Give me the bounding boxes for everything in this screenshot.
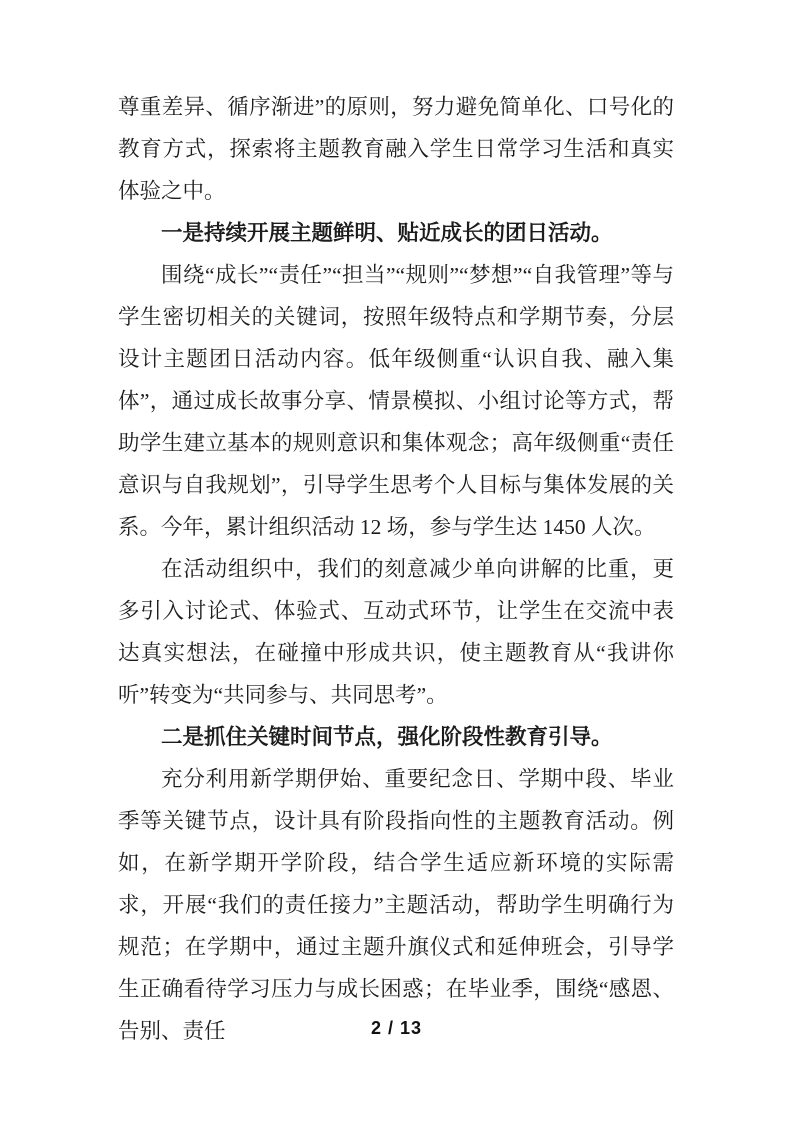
page-number: 2 / 13 — [370, 1018, 423, 1038]
paragraph: 围绕“成长”“责任”“担当”“规则”“梦想”“自我管理”等与学生密切相关的关键词，按照年级特点和学期节奏，分层设计主题团日活动内容。低年级侧重“认识自我、融入集体”，通过成长故事分享、情景模拟、小组讨论等方式，帮助学生建立基本的规则意识和集体观念；高年级侧重“责任意识与自我规划”，引导学生思考个人目标与集体发展的关系。今年，累计组织活动 12 场，参与学生达 1450 人次。 — [118, 263, 674, 539]
document-body — [118, 86, 674, 1052]
page-footer — [0, 1018, 793, 1039]
section-heading-1: 一是持续开展主题鲜明、贴近成长的团日活动。 — [161, 221, 613, 245]
paragraph-continued: 尊重差异、循序渐进”的原则，努力避免简单化、口号化的教育方式，探索将主题教育融入学生日常学习生活和真实体验之中。 — [118, 95, 674, 203]
paragraph: 在活动组织中，我们的刻意减少单向讲解的比重，更多引入讨论式、体验式、互动式环节，让学生在交流中表达真实想法，在碰撞中形成共识，使主题教育从“我讲你听”转变为“共同参与、共同思考”。 — [118, 557, 674, 707]
paragraph: 充分利用新学期伊始、重要纪念日、学期中段、毕业季等关键节点，设计具有阶段指向性的主题教育活动。例如，在新学期开学阶段，结合学生适应新环境的实际需求，开展“我们的责任接力”主题活动，帮助学生明确行为规范；在学期中，通过主题升旗仪式和延伸班会，引导学生正确看待学习压力与成长困惑；在毕业季，围绕“感恩、告别、责任 — [118, 767, 674, 1043]
section-heading-2: 二是抓住关键时间节点，强化阶段性教育引导。 — [161, 725, 613, 749]
